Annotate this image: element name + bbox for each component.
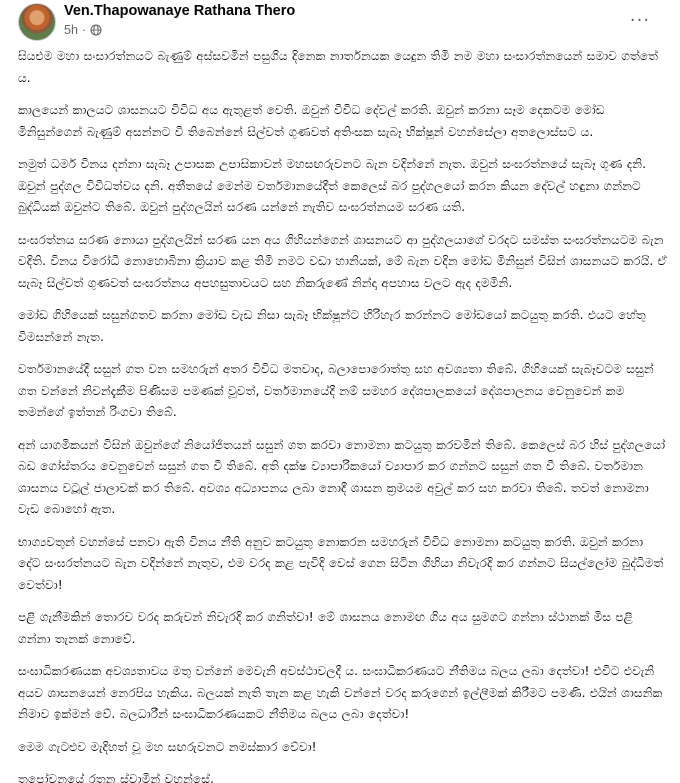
post-meta	[64, 23, 102, 37]
post-header	[0, 0, 680, 44]
post-paragraph: භාග්‍යවතුන් වහන්සේ පනවා ඇති විනය නීති අනුව කටයුතු නොකරන සමහරුන් විවිධ නොමනා කටයුතු කරති. ඔවුන් කරනා දේට සංඝරත්නයට බැන වදින්නේ නැතුව, එම වරද කළ පැවිදි වෙස් ගෙන සිටින ගිහියා නිවැරදි කර ගන්නට සියල්ලෝම බුද්ධිමත් වෙත්වා!	[18, 534, 664, 592]
post-paragraph: වර්තමානයේදී සසුන් ගත වන සමහරුන් අතර විවිධ මතවාද, බලාපොරොත්තු සහ අවශ්‍යතා තිබේ. ගිහියෙක් සැබෑවටම සසුන් ගත වන්නේ නිවන්දැකීම පිණිසම පමණක් වූවත්, වර්තමානයේදී නම් සමහර දේශපාලකයෝ දේශපාලනය වෙනුවෙන් කම තමන්ගේ ඉත්තන් රිංගවා තිබේ.	[18, 362, 654, 419]
post-paragraph: සියළුම මහා සංසාරත්නයට බැණුම් අස්සවමින් පසුගිය දිනෙක නාර්තනයක යෙදුන තිමි නම මහා සංසාරත්නයෙන් සමාව ගත්තේ ය.	[18, 49, 659, 85]
globe-icon	[90, 24, 102, 36]
author-name[interactable]: Ven.Thapowanaye Rathana Thero	[64, 3, 296, 19]
post-paragraph: අන් යාගමිකයන් විසින් ඔවුන්ගේ නියෝජිතයන් සසුන් ගත කරවා නොමනා කටයුතු කරවමින් තිබේ. කෙලෙස් බර හිස් පුද්ගලයෝ බඩ ගෝස්තරය වෙනුවෙන් සසුන් ගත වී තිබේ. අති දක්ෂ ව්‍යාපාරිකයෝ ව්‍යාපාර කර ගන්නට සසුන් ගත වී තිබේ. වර්තමාන ශාසනය වටූල් ජාලාවක් කර තිබේ. අවශ්‍ය අධ්‍යාපනය ලබා නොදී ශාසන ක්‍රමයම අවුල් කර සහ කරවා තිබේ. තවත් නොමනා වැඩ බොහෝ ඇත.	[18, 437, 666, 516]
post-paragraph: නමුත් ධර්ම විනය දන්නා සැබෑ උපාසක උපාසිකාවන් මහසඟරුවනට බැන වදින්නේ නැත. ඔවුන් සංඝරත්නයේ සැබෑ ගුණ දනි. ඔවුන් පුද්ගල විවිධත්වය දනි. අතීතයේ මෙන්ම වර්තමානයේදීත් කෙලෙස් බර පුද්ගලයෝ කරන කියන දේවල් හඳුනා ගන්නට බුද්ධියක් ඔවුන්ට තිබේ. ඔවුන් පුද්ගලයින් සරණ යන්නේ නැතිව සංඝරත්නයම සරණ යති.	[18, 157, 647, 214]
post-signature: තපෝවනයේ රතන ස්වාමීන් වහන්සේ.	[18, 772, 214, 783]
avatar[interactable]	[18, 3, 56, 41]
post-paragraph: සංඝාධිකරණයක අවශ්‍යතාවය මතු වන්නේ මෙවැනි අවස්ථාවලදී ය. සංඝාධිකරණයට නීතිමය බලය ලබා දෙත්වා! එවිට එවැනි අයව ශාසනයෙන් නෙරපිය හැකිය. බලයක් නැති තැන කළ හැකි වන්නේ වරද කරුගෙන් ඉල්ලීමක් කිරීමට පමණි. එයින් ශාසනික නිමාව ඉක්මන් වේ. බලධාරීන් සංඝාධිකරණයකට නීතිමය බලය ලබා දෙත්වා!	[18, 664, 663, 721]
post-paragraph: මෙම ගැටළුව මැදිහත් වූ මහ සඟරුවනට නමස්කාර වේවා!	[18, 739, 317, 754]
post-time[interactable]: 5h	[64, 23, 78, 37]
post-paragraph: කාලයෙන් කාලයට ශාසනයට විවිධ අය ඇතුළත් වෙති. ඔවුන් විවිධ දේවල් කරති. ඔවුන් කරනා සෑම දෙකටම මෝඩ මිනිසුන්ගෙන් බැණුම් අසන්නට වී තිබෙන්නේ සිල්වත් ගුණවත් අතිංසක සැබෑ භික්ෂූන් වහන්සේලා අතලොස්සට ය.	[18, 103, 605, 139]
post-paragraph: සංඝරත්නය සරණ නොයා පුද්ගලයින් සරණ යන අය ගිහියන්ගෙන් ශාසනයට ආ පුද්ගලයාගේ වරදට සමස්ත සංඝරත්නයටම බැන වදිති. විනය විරෝධී නොහොබිනා ක්‍රියාව කළ තිමි නමට වඩා හානියක්, මේ බැන වදින මෝඩ මිනිසුන් විසින් ශාසනයට කරයි. ඒ සැබෑ සිල්වත් ගුණවත් සංඝරත්නය අපහසුතාවයට සහ නිකරුණේ නින්දා අපහාස වලට ඇද දමමිනි.	[18, 232, 667, 290]
post-body	[18, 46, 668, 783]
post-paragraph: පළි ගැනීමකින් තොරව වරද කරුවන් නිවැරදි කර ගනිත්වා! මේ ශාසනය නොමඟ ගිය අය සුමගට ගන්නා ස්ථානක් මිස පළි ගන්නා තැනක් නොවේ.	[18, 610, 633, 646]
post-paragraph: මෝඩ ගිහියෙක් සසුන්ගතව කරනා මෝඩ වැඩ නිසා සැබෑ භික්ෂූන්ට හිරිහැර කරන්නට මෝඩයෝ කටයුතු කරති. එයට හේතු විමසන්නේ නැත.	[18, 308, 646, 344]
meta-separator: ·	[81, 23, 87, 37]
more-options-button[interactable]: ···	[629, 9, 651, 31]
